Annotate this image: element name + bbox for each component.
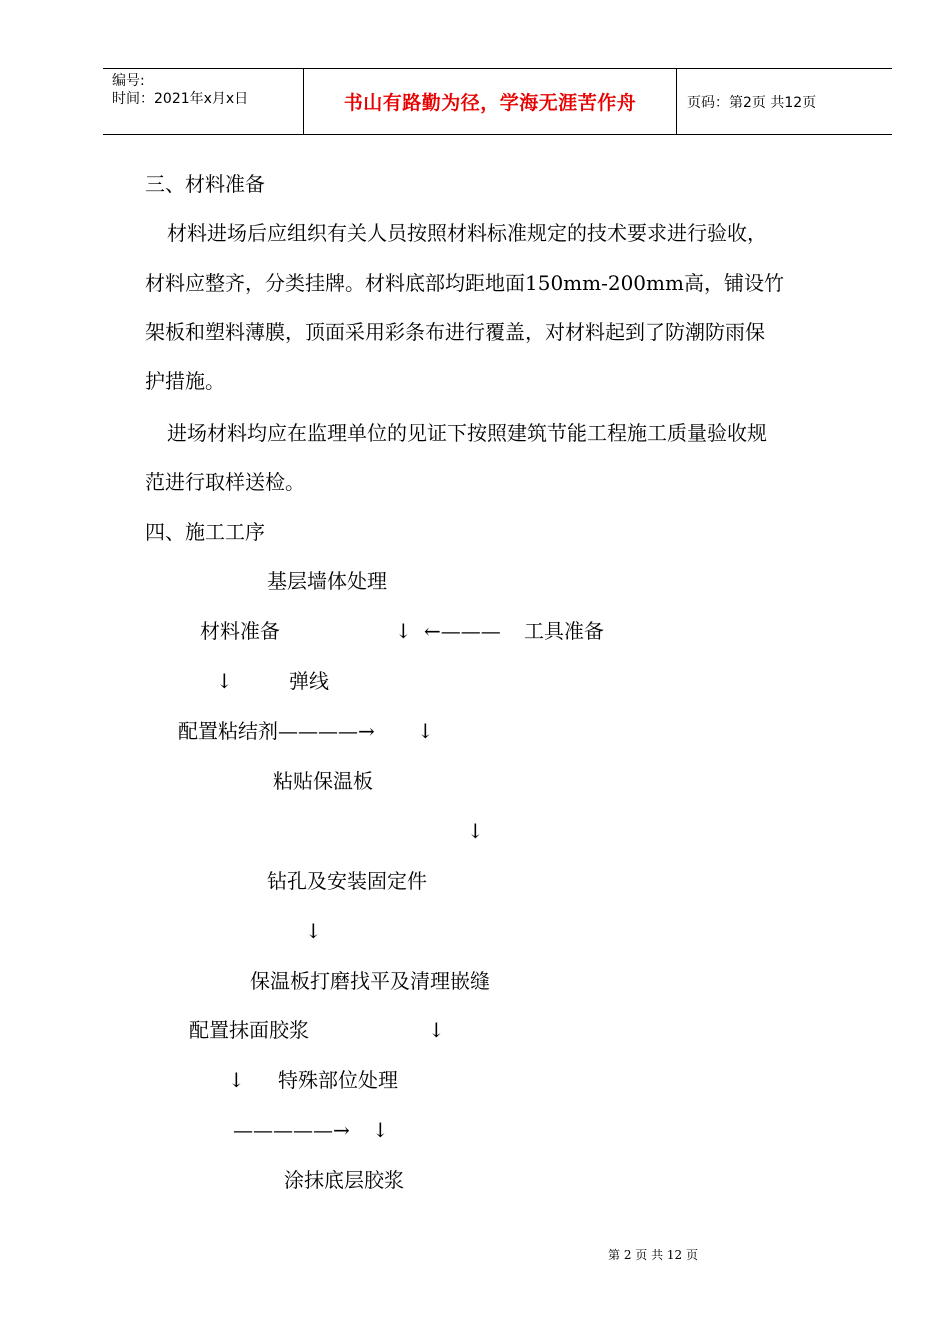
flow-step-mix-adhesive: 配置粘结剂————→ bbox=[178, 719, 375, 743]
doc-time: 时间：2021年x月x日 bbox=[112, 91, 249, 107]
flow-step-stick-board: 粘贴保温板 bbox=[273, 769, 373, 793]
paragraph-line: 进场材料均应在监理单位的见证下按照建筑节能工程施工质量验收规 bbox=[167, 421, 767, 445]
flow-arrow-down: ↓ bbox=[417, 719, 434, 743]
header-meta-cell bbox=[103, 69, 304, 134]
page-footer: 第 2 页 共 12 页 bbox=[608, 1248, 698, 1262]
flow-step-tool-prep: 工具准备 bbox=[524, 619, 604, 643]
flow-arrow-down: ↓ bbox=[216, 669, 233, 693]
flow-arrow-right: —————→ bbox=[233, 1118, 350, 1142]
flow-arrow-left: ←——— bbox=[424, 619, 501, 643]
flow-arrow-down: ↓ bbox=[428, 1018, 445, 1042]
header-page-cell bbox=[677, 69, 892, 134]
section-heading-process: 四、施工工序 bbox=[145, 520, 265, 544]
flow-arrow-down: ↓ bbox=[467, 819, 484, 843]
flow-step-special: 特殊部位处理 bbox=[278, 1068, 398, 1092]
section-heading-materials: 三、材料准备 bbox=[145, 172, 265, 196]
paragraph-line: 范进行取样送检。 bbox=[145, 470, 305, 494]
header-motto-cell bbox=[304, 69, 677, 134]
flow-step-base-wall: 基层墙体处理 bbox=[267, 569, 387, 593]
paragraph-line: 材料进场后应组织有关人员按照材料标准规定的技术要求进行验收， bbox=[167, 221, 767, 245]
header-page-info: 页码：第2页 共12页 bbox=[687, 94, 817, 111]
flow-arrow-down: ↓ bbox=[372, 1118, 389, 1142]
paragraph-line: 护措施。 bbox=[145, 369, 225, 393]
flow-arrow-down: ↓ bbox=[305, 919, 322, 943]
header-motto: 书山有路勤为径，学海无涯苦作舟 bbox=[343, 92, 637, 114]
flow-step-polish: 保温板打磨找平及清理嵌缝 bbox=[250, 969, 490, 993]
flow-step-drill-fix: 钻孔及安装固定件 bbox=[267, 869, 427, 893]
doc-number-label: 编号: bbox=[112, 73, 145, 89]
page-header bbox=[103, 68, 892, 135]
flow-arrow-down: ↓ bbox=[228, 1068, 245, 1092]
flow-step-material-prep: 材料准备 bbox=[200, 619, 280, 643]
paragraph-line: 材料应整齐，分类挂牌。材料底部均距地面150mm-200mm高，铺设竹 bbox=[145, 271, 784, 295]
flow-arrow-down: ↓ bbox=[395, 619, 412, 643]
flow-step-base-coat: 涂抹底层胶浆 bbox=[284, 1168, 404, 1192]
flow-step-snap-line: 弹线 bbox=[289, 669, 329, 693]
flow-step-mix-mortar: 配置抹面胶浆 bbox=[189, 1018, 309, 1042]
paragraph-line: 架板和塑料薄膜，顶面采用彩条布进行覆盖，对材料起到了防潮防雨保 bbox=[145, 320, 765, 344]
